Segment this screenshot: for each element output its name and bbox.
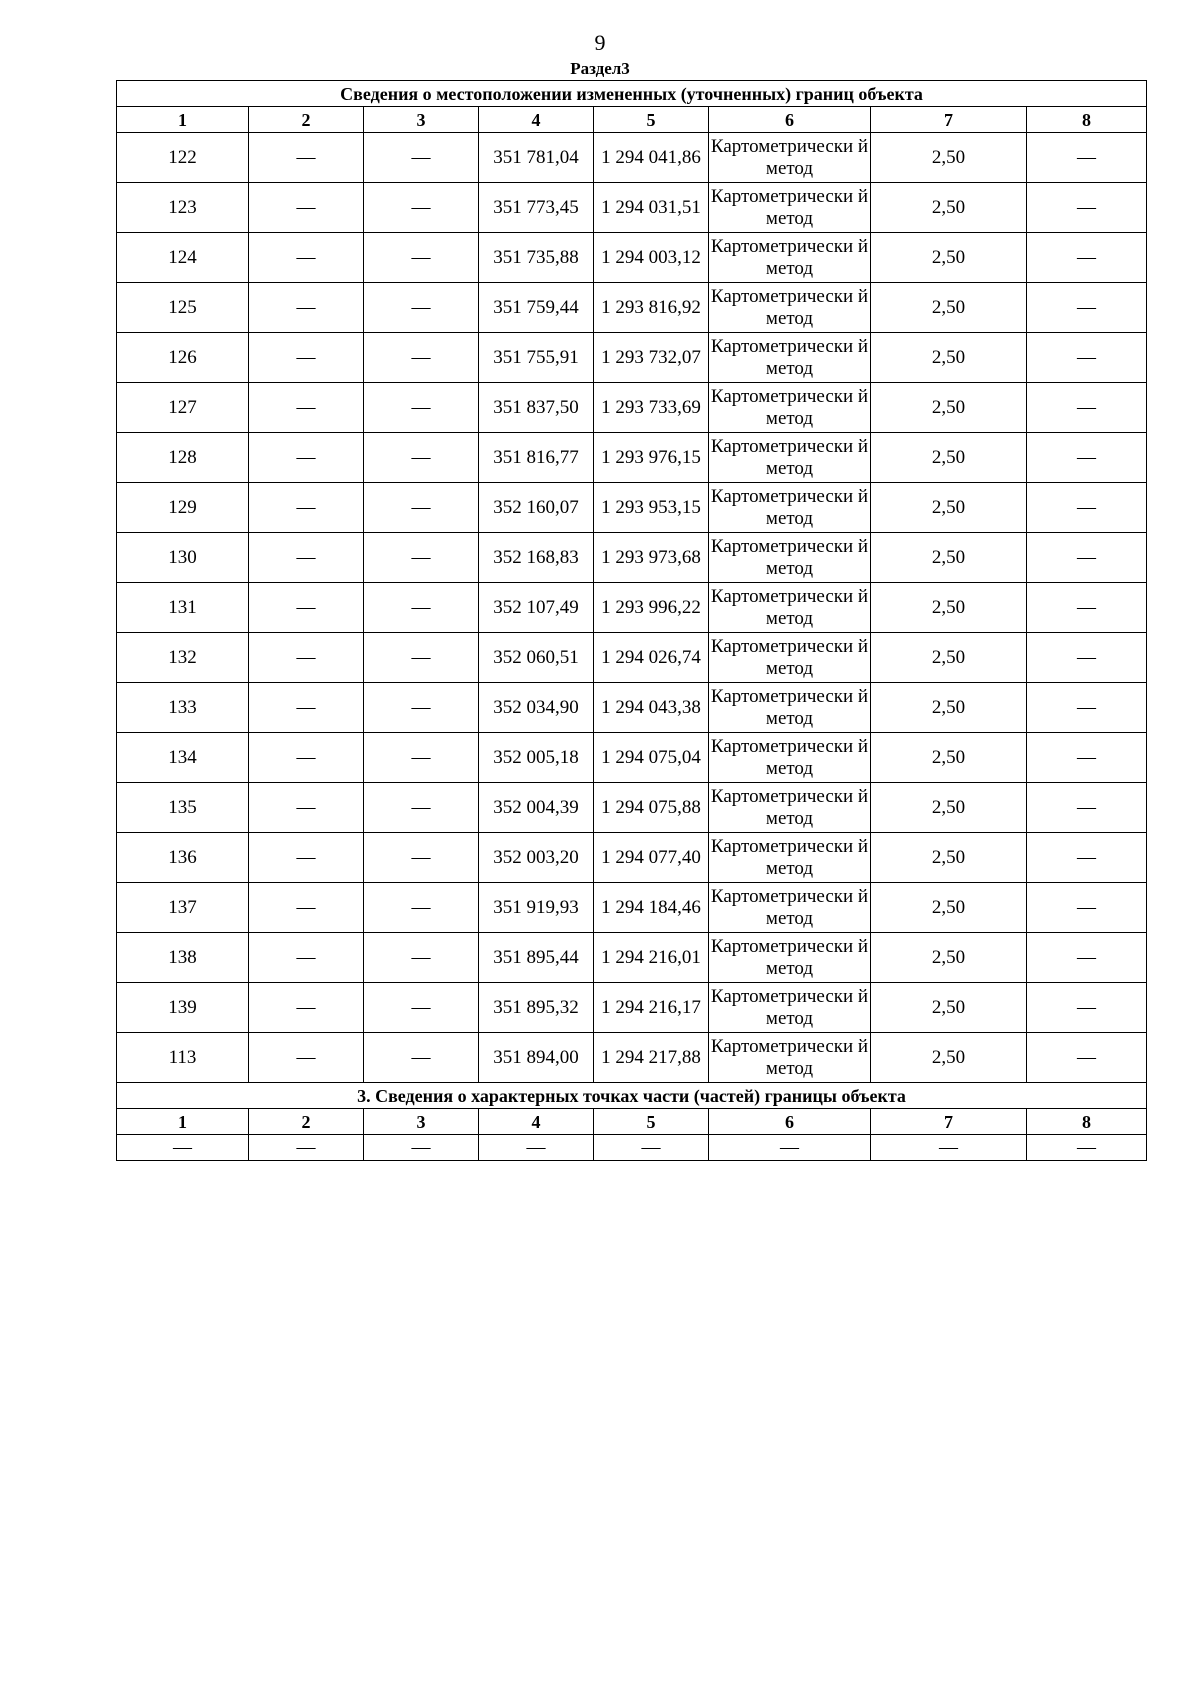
table-cell: 1 294 216,01 bbox=[594, 933, 709, 983]
table-cell: 352 003,20 bbox=[479, 833, 594, 883]
table-cell: 2,50 bbox=[871, 983, 1027, 1033]
table-cell: — bbox=[364, 433, 479, 483]
table-cell: — bbox=[249, 733, 364, 783]
table-row bbox=[117, 233, 1147, 283]
table-cell: — bbox=[364, 683, 479, 733]
table-cell: 1 294 075,04 bbox=[594, 733, 709, 783]
table-cell: 127 bbox=[117, 383, 249, 433]
column-number-row bbox=[117, 107, 1147, 133]
table-cell: 133 bbox=[117, 683, 249, 733]
table-row bbox=[117, 933, 1147, 983]
table-cell: — bbox=[1027, 883, 1147, 933]
table-cell: — bbox=[1027, 933, 1147, 983]
column-number: 6 bbox=[709, 107, 871, 133]
table-cell: — bbox=[1027, 483, 1147, 533]
table-cell: 1 293 732,07 bbox=[594, 333, 709, 383]
table-cell: — bbox=[249, 183, 364, 233]
table-cell: — bbox=[249, 333, 364, 383]
part-table-row bbox=[117, 1135, 1147, 1161]
part-column-number: 5 bbox=[594, 1109, 709, 1135]
table-cell: — bbox=[364, 383, 479, 433]
table-caption-row bbox=[117, 81, 1147, 107]
table-cell: — bbox=[249, 983, 364, 1033]
table-cell: Картометрически й метод bbox=[709, 733, 871, 783]
table-row bbox=[117, 883, 1147, 933]
part-table-cell: — bbox=[871, 1135, 1027, 1161]
table-row bbox=[117, 733, 1147, 783]
table-cell: 351 735,88 bbox=[479, 233, 594, 283]
section-title: Раздел3 bbox=[570, 59, 630, 78]
table-cell: 2,50 bbox=[871, 483, 1027, 533]
table-cell: — bbox=[364, 983, 479, 1033]
part-column-number: 2 bbox=[249, 1109, 364, 1135]
part-column-number: 1 bbox=[117, 1109, 249, 1135]
table-cell: — bbox=[249, 133, 364, 183]
table-cell: — bbox=[1027, 283, 1147, 333]
table-cell: Картометрически й метод bbox=[709, 783, 871, 833]
part-table-cell: — bbox=[249, 1135, 364, 1161]
table-cell: 131 bbox=[117, 583, 249, 633]
table-cell: — bbox=[1027, 783, 1147, 833]
table-cell: — bbox=[249, 1033, 364, 1083]
table-cell: — bbox=[1027, 1033, 1147, 1083]
table-cell: — bbox=[364, 733, 479, 783]
part-table-cell: — bbox=[709, 1135, 871, 1161]
table-cell: Картометрически й метод bbox=[709, 233, 871, 283]
table-cell: 352 107,49 bbox=[479, 583, 594, 633]
table-cell: — bbox=[1027, 633, 1147, 683]
table-cell: — bbox=[1027, 133, 1147, 183]
table-cell: 2,50 bbox=[871, 633, 1027, 683]
table-cell: 2,50 bbox=[871, 383, 1027, 433]
table-cell: 351 837,50 bbox=[479, 383, 594, 433]
table-cell: Картометрически й метод bbox=[709, 683, 871, 733]
part-column-number: 6 bbox=[709, 1109, 871, 1135]
column-number: 8 bbox=[1027, 107, 1147, 133]
table-cell: 2,50 bbox=[871, 283, 1027, 333]
table-cell: Картометрически й метод bbox=[709, 483, 871, 533]
table-cell: 137 bbox=[117, 883, 249, 933]
table-cell: 125 bbox=[117, 283, 249, 333]
table-cell: — bbox=[364, 633, 479, 683]
column-number: 3 bbox=[364, 107, 479, 133]
table-row bbox=[117, 633, 1147, 683]
table-cell: — bbox=[249, 833, 364, 883]
table-cell: 2,50 bbox=[871, 683, 1027, 733]
table-cell: 2,50 bbox=[871, 933, 1027, 983]
table-cell: 123 bbox=[117, 183, 249, 233]
table-cell: 351 755,91 bbox=[479, 333, 594, 383]
table-cell: — bbox=[1027, 433, 1147, 483]
column-number: 2 bbox=[249, 107, 364, 133]
table-row bbox=[117, 783, 1147, 833]
table-cell: — bbox=[1027, 533, 1147, 583]
table-cell: 2,50 bbox=[871, 733, 1027, 783]
table-cell: 351 919,93 bbox=[479, 883, 594, 933]
table-cell: 352 060,51 bbox=[479, 633, 594, 683]
table-cell: 1 293 953,15 bbox=[594, 483, 709, 533]
table-cell: — bbox=[1027, 733, 1147, 783]
table-cell: Картометрически й метод bbox=[709, 333, 871, 383]
table-cell: — bbox=[364, 933, 479, 983]
part-caption-row bbox=[117, 1083, 1147, 1109]
part-column-number: 7 bbox=[871, 1109, 1027, 1135]
column-number: 7 bbox=[871, 107, 1027, 133]
table-cell: 1 294 077,40 bbox=[594, 833, 709, 883]
table-cell: Картометрически й метод bbox=[709, 883, 871, 933]
table-cell: 351 895,32 bbox=[479, 983, 594, 1033]
table-cell: Картометрически й метод bbox=[709, 533, 871, 583]
table-cell: 1 294 216,17 bbox=[594, 983, 709, 1033]
table-row bbox=[117, 283, 1147, 333]
table-cell: 1 293 816,92 bbox=[594, 283, 709, 333]
table-cell: Картометрически й метод bbox=[709, 283, 871, 333]
table-row bbox=[117, 583, 1147, 633]
table-cell: 134 bbox=[117, 733, 249, 783]
table-cell: — bbox=[249, 883, 364, 933]
page-number: 9 bbox=[594, 30, 606, 55]
table-cell: — bbox=[364, 283, 479, 333]
table-cell: 1 294 217,88 bbox=[594, 1033, 709, 1083]
table-cell: 351 895,44 bbox=[479, 933, 594, 983]
table-cell: 2,50 bbox=[871, 183, 1027, 233]
table-cell: Картометрически й метод bbox=[709, 983, 871, 1033]
table-body bbox=[117, 81, 1147, 1161]
table-cell: — bbox=[364, 233, 479, 283]
table-cell: 1 294 003,12 bbox=[594, 233, 709, 283]
table-row bbox=[117, 533, 1147, 583]
part-table-cell: — bbox=[1027, 1135, 1147, 1161]
table-cell: — bbox=[249, 933, 364, 983]
table-caption: Сведения о местоположении измененных (уточненных) границ объекта bbox=[117, 81, 1147, 107]
table-cell: — bbox=[249, 283, 364, 333]
table-cell: — bbox=[364, 783, 479, 833]
table-cell: — bbox=[1027, 383, 1147, 433]
table-cell: 1 294 031,51 bbox=[594, 183, 709, 233]
table-cell: Картометрически й метод bbox=[709, 183, 871, 233]
table-cell: 2,50 bbox=[871, 133, 1027, 183]
table-cell: 352 005,18 bbox=[479, 733, 594, 783]
table-cell: 1 294 184,46 bbox=[594, 883, 709, 933]
table-cell: 1 293 733,69 bbox=[594, 383, 709, 433]
table-cell: 2,50 bbox=[871, 583, 1027, 633]
table-cell: — bbox=[1027, 233, 1147, 283]
table-cell: 351 894,00 bbox=[479, 1033, 594, 1083]
table-cell: 2,50 bbox=[871, 533, 1027, 583]
table-row bbox=[117, 483, 1147, 533]
table-cell: Картометрически й метод bbox=[709, 583, 871, 633]
table-cell: Картометрически й метод bbox=[709, 433, 871, 483]
table-cell: 352 168,83 bbox=[479, 533, 594, 583]
part-table-cell: — bbox=[364, 1135, 479, 1161]
column-number: 1 bbox=[117, 107, 249, 133]
table-cell: 113 bbox=[117, 1033, 249, 1083]
table-cell: 139 bbox=[117, 983, 249, 1033]
table-row bbox=[117, 833, 1147, 883]
table-cell: — bbox=[249, 233, 364, 283]
table-cell: 2,50 bbox=[871, 233, 1027, 283]
table-row bbox=[117, 683, 1147, 733]
table-cell: — bbox=[364, 583, 479, 633]
table-cell: — bbox=[364, 883, 479, 933]
table-cell: 2,50 bbox=[871, 783, 1027, 833]
table-cell: 1 294 075,88 bbox=[594, 783, 709, 833]
table-cell: 135 bbox=[117, 783, 249, 833]
table-cell: — bbox=[249, 783, 364, 833]
table-cell: — bbox=[1027, 183, 1147, 233]
part-table-cell: — bbox=[594, 1135, 709, 1161]
column-number: 5 bbox=[594, 107, 709, 133]
table-cell: 351 759,44 bbox=[479, 283, 594, 333]
table-cell: 128 bbox=[117, 433, 249, 483]
table-cell: 2,50 bbox=[871, 333, 1027, 383]
table-cell: 2,50 bbox=[871, 833, 1027, 883]
part-table-cell: — bbox=[479, 1135, 594, 1161]
table-cell: — bbox=[364, 533, 479, 583]
table-cell: 126 bbox=[117, 333, 249, 383]
table-cell: — bbox=[1027, 683, 1147, 733]
table-cell: 122 bbox=[117, 133, 249, 183]
table-cell: 130 bbox=[117, 533, 249, 583]
table-cell: 351 781,04 bbox=[479, 133, 594, 183]
table-cell: — bbox=[249, 383, 364, 433]
table-cell: — bbox=[249, 683, 364, 733]
table-cell: — bbox=[1027, 833, 1147, 883]
part-column-number: 4 bbox=[479, 1109, 594, 1135]
table-cell: — bbox=[1027, 983, 1147, 1033]
table-row bbox=[117, 1033, 1147, 1083]
part-table-cell: — bbox=[117, 1135, 249, 1161]
table-cell: 138 bbox=[117, 933, 249, 983]
table-cell: 1 294 041,86 bbox=[594, 133, 709, 183]
part-column-number-row bbox=[117, 1109, 1147, 1135]
table-cell: Картометрически й метод bbox=[709, 633, 871, 683]
table-cell: — bbox=[364, 133, 479, 183]
table-cell: — bbox=[364, 333, 479, 383]
table-cell: 352 004,39 bbox=[479, 783, 594, 833]
table-cell: Картометрически й метод bbox=[709, 133, 871, 183]
table-cell: 1 293 976,15 bbox=[594, 433, 709, 483]
column-number: 4 bbox=[479, 107, 594, 133]
table-cell: 2,50 bbox=[871, 433, 1027, 483]
table-cell: 352 160,07 bbox=[479, 483, 594, 533]
table-row bbox=[117, 383, 1147, 433]
table-cell: Картометрически й метод bbox=[709, 383, 871, 433]
table-cell: 351 816,77 bbox=[479, 433, 594, 483]
table-cell: 1 294 043,38 bbox=[594, 683, 709, 733]
table-cell: 352 034,90 bbox=[479, 683, 594, 733]
table-cell: 351 773,45 bbox=[479, 183, 594, 233]
table-cell: 2,50 bbox=[871, 883, 1027, 933]
table-cell: 136 bbox=[117, 833, 249, 883]
table-cell: — bbox=[364, 483, 479, 533]
part-caption: 3. Сведения о характерных точках части (частей) границы объекта bbox=[117, 1083, 1147, 1109]
part-column-number: 3 bbox=[364, 1109, 479, 1135]
boundary-points-table bbox=[116, 80, 1147, 1161]
table-cell: 132 bbox=[117, 633, 249, 683]
table-cell: 124 bbox=[117, 233, 249, 283]
table-row bbox=[117, 183, 1147, 233]
table-cell: — bbox=[249, 433, 364, 483]
table-cell: — bbox=[1027, 583, 1147, 633]
table-cell: 1 294 026,74 bbox=[594, 633, 709, 683]
table-cell: Картометрически й метод bbox=[709, 933, 871, 983]
table-cell: 129 bbox=[117, 483, 249, 533]
table-cell: Картометрически й метод bbox=[709, 1033, 871, 1083]
table-cell: — bbox=[249, 633, 364, 683]
table-cell: — bbox=[249, 483, 364, 533]
part-column-number: 8 bbox=[1027, 1109, 1147, 1135]
table-cell: — bbox=[249, 583, 364, 633]
table-cell: Картометрически й метод bbox=[709, 833, 871, 883]
table-cell: 2,50 bbox=[871, 1033, 1027, 1083]
table-row bbox=[117, 433, 1147, 483]
table-cell: — bbox=[364, 833, 479, 883]
table-cell: — bbox=[364, 183, 479, 233]
table-row bbox=[117, 133, 1147, 183]
table-cell: — bbox=[1027, 333, 1147, 383]
table-cell: 1 293 996,22 bbox=[594, 583, 709, 633]
table-cell: — bbox=[364, 1033, 479, 1083]
table-row bbox=[117, 983, 1147, 1033]
table-cell: — bbox=[249, 533, 364, 583]
table-cell: 1 293 973,68 bbox=[594, 533, 709, 583]
table-row bbox=[117, 333, 1147, 383]
